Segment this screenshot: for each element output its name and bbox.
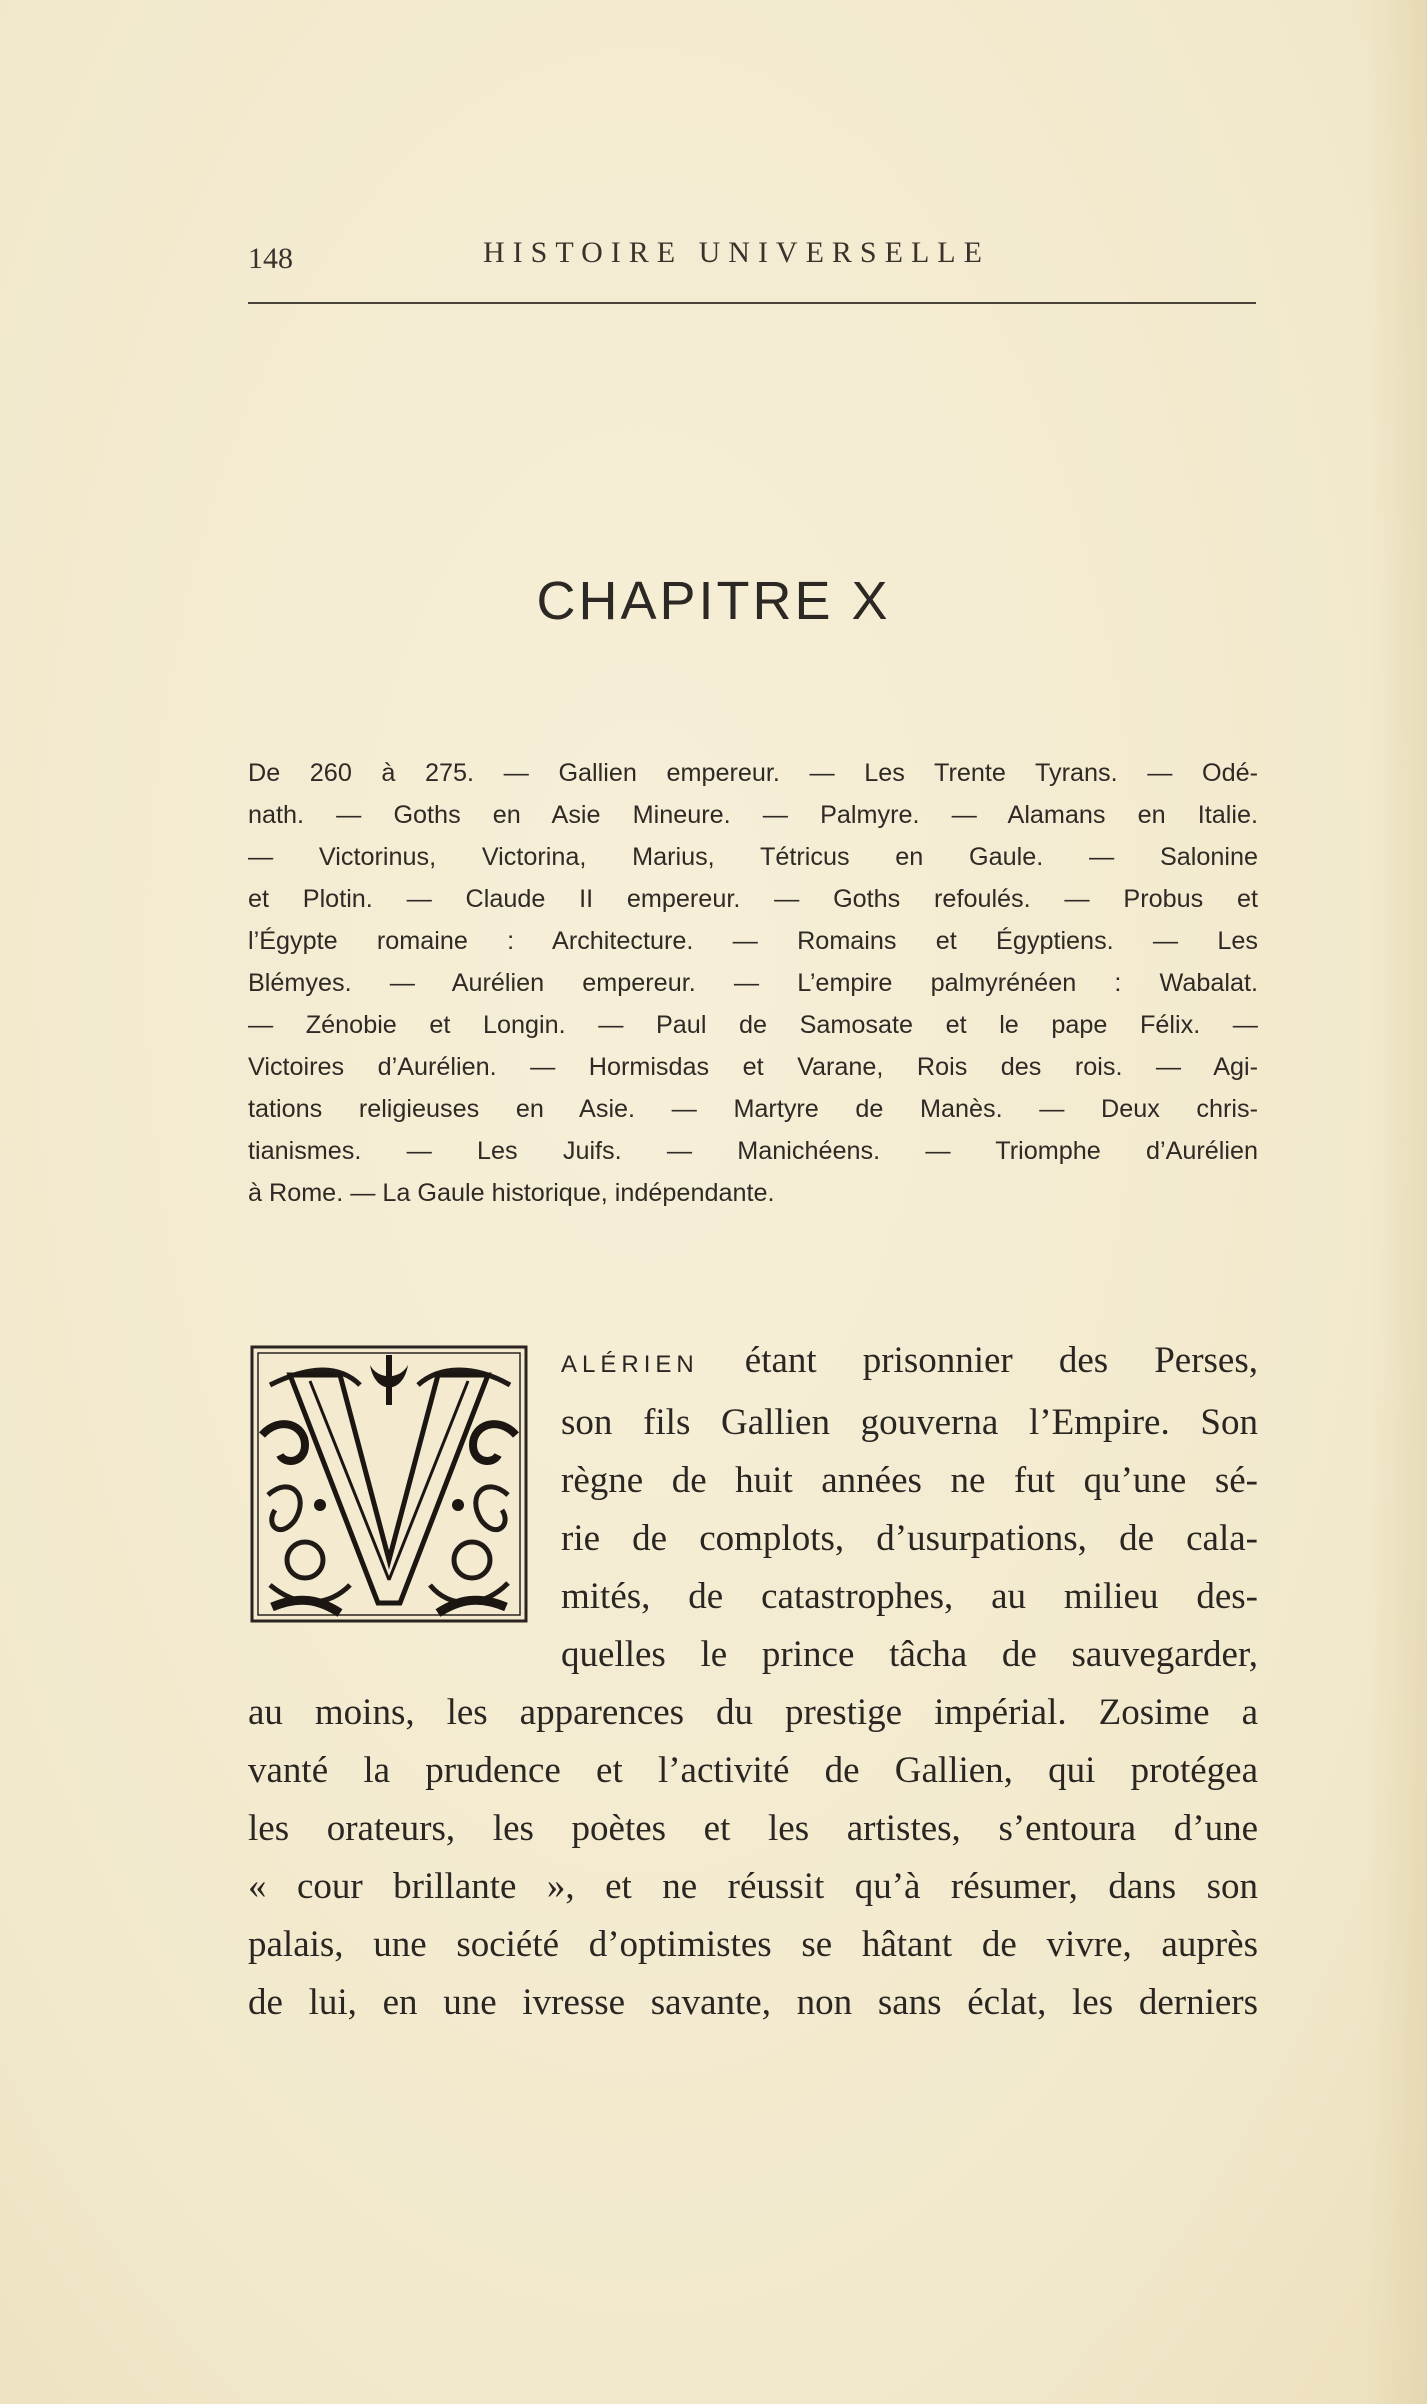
body-line: de lui, en une ivresse savante, non sans éclat, les derniers bbox=[248, 1982, 1258, 2023]
summary-line: l’Égypte romaine : Architecture. — Romains et Égyptiens. — Les bbox=[248, 927, 1258, 955]
body-line: vanté la prudence et l’activité de Gallien, qui protégea bbox=[248, 1750, 1258, 1791]
page-number: 148 bbox=[248, 242, 293, 275]
summary-line: tations religieuses en Asie. — Martyre de Manès. — Deux chris- bbox=[248, 1095, 1258, 1123]
summary-line: nath. — Goths en Asie Mineure. — Palmyre. — Alamans en Italie. bbox=[248, 801, 1258, 829]
body-line: les orateurs, les poètes et les artistes, s’entoura d’une bbox=[248, 1808, 1258, 1849]
first-word: ALÉRIEN bbox=[561, 1351, 699, 1378]
chapter-title: CHAPITRE X bbox=[536, 571, 891, 631]
body-line: rie de complots, d’usurpations, de cala- bbox=[561, 1518, 1258, 1559]
summary-line: De 260 à 275. — Gallien empereur. — Les Trente Tyrans. — Odé- bbox=[248, 759, 1258, 787]
body-line: mités, de catastrophes, au milieu des- bbox=[561, 1576, 1258, 1617]
body-line: au moins, les apparences du prestige impérial. Zosime a bbox=[248, 1692, 1258, 1733]
body-line: règne de huit années ne fut qu’une sé- bbox=[561, 1460, 1258, 1501]
body-line-text: étant prisonnier des Perses, bbox=[744, 1340, 1258, 1381]
running-head: HISTOIRE UNIVERSELLE bbox=[483, 236, 990, 269]
body-text bbox=[248, 1332, 1258, 2032]
body-line-first bbox=[248, 1332, 1258, 1394]
page-header bbox=[248, 232, 1256, 275]
body-line: palais, une société d’optimistes se hâtant de vivre, auprès bbox=[248, 1924, 1258, 1965]
summary-line: et Plotin. — Claude II empereur. — Goths refoulés. — Probus et bbox=[248, 885, 1258, 913]
body-line: quelles le prince tâcha de sauvegarder, bbox=[561, 1634, 1258, 1675]
summary-line: — Zénobie et Longin. — Paul de Samosate et le pape Félix. — bbox=[248, 1011, 1258, 1039]
body-line: « cour brillante », et ne réussit qu’à résumer, dans son bbox=[248, 1866, 1258, 1907]
page-edge-shadow bbox=[1367, 0, 1427, 2404]
summary-line: tianismes. — Les Juifs. — Manichéens. — Triomphe d’Aurélien bbox=[248, 1137, 1258, 1165]
summary-line: Blémyes. — Aurélien empereur. — L’empire palmyrénéen : Wabalat. bbox=[248, 969, 1258, 997]
chapter-summary bbox=[248, 752, 1258, 1214]
summary-line: Victoires d’Aurélien. — Hormisdas et Varane, Rois des rois. — Agi- bbox=[248, 1053, 1258, 1081]
header-rule bbox=[248, 302, 1256, 304]
summary-line: à Rome. — La Gaule historique, indépendante. bbox=[248, 1179, 775, 1207]
body-line: son fils Gallien gouverna l’Empire. Son bbox=[561, 1402, 1258, 1443]
summary-line: — Victorinus, Victorina, Marius, Tétricus en Gaule. — Salonine bbox=[248, 843, 1258, 871]
